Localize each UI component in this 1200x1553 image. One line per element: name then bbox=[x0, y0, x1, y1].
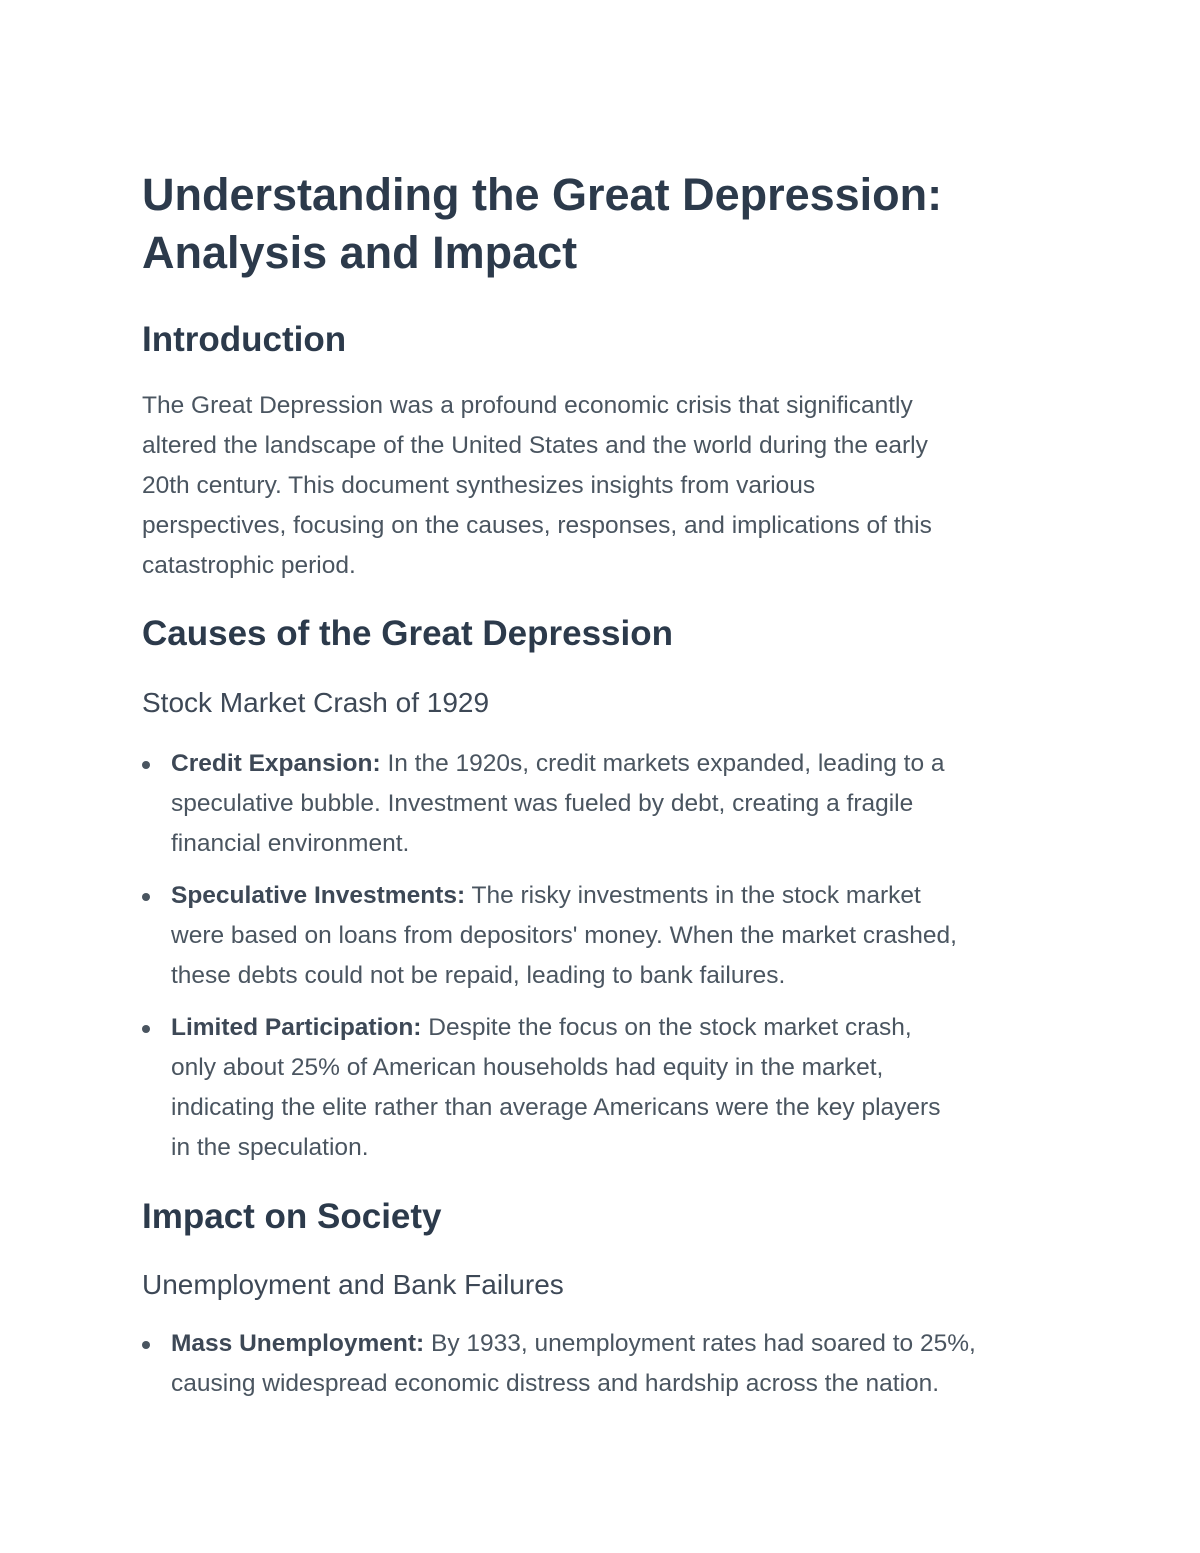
text-line: In the 1920s, credit markets expanded, leading to a bbox=[380, 750, 945, 777]
text-line: 20th century. This document synthesizes insights from various bbox=[142, 472, 816, 499]
item-term: Credit Expansion: bbox=[171, 750, 381, 777]
text-line: indicating the elite rather than average Americans were the key players bbox=[171, 1094, 941, 1121]
title-line: Understanding the Great Depression: bbox=[142, 169, 943, 220]
item-term: Mass Unemployment: bbox=[171, 1330, 425, 1357]
text-line: By 1933, unemployment rates had soared to 25%, bbox=[424, 1330, 976, 1357]
document-title bbox=[142, 166, 942, 282]
list-item bbox=[142, 876, 957, 996]
text-line: The Great Depression was a profound economic crisis that significantly bbox=[142, 392, 913, 419]
text-line: speculative bubble. Investment was fueled by debt, creating a fragile bbox=[171, 790, 914, 817]
impact-heading: Impact on Society bbox=[142, 1197, 442, 1236]
bullet-icon bbox=[142, 761, 150, 769]
introduction-paragraph bbox=[142, 386, 932, 586]
bullet-icon bbox=[142, 1341, 150, 1349]
text-line: catastrophic period. bbox=[142, 552, 356, 579]
causes-subheading: Stock Market Crash of 1929 bbox=[142, 687, 490, 718]
item-term: Speculative Investments: bbox=[171, 882, 466, 909]
text-line: were based on loans from depositors' money. When the market crashed, bbox=[171, 922, 957, 949]
list-item bbox=[142, 1324, 976, 1404]
list-item bbox=[142, 1008, 940, 1168]
bullet-icon bbox=[142, 893, 150, 901]
list-item bbox=[142, 744, 945, 864]
text-line: perspectives, focusing on the causes, responses, and implications of this bbox=[142, 512, 932, 539]
text-line: The risky investments in the stock market bbox=[465, 882, 921, 909]
item-term: Limited Participation: bbox=[171, 1014, 422, 1041]
text-line: in the speculation. bbox=[171, 1134, 369, 1161]
text-line: Despite the focus on the stock market crash, bbox=[421, 1014, 912, 1041]
text-line: causing widespread economic distress and hardship across the nation. bbox=[171, 1370, 940, 1397]
text-line: altered the landscape of the United States and the world during the early bbox=[142, 432, 928, 459]
introduction-heading: Introduction bbox=[142, 320, 347, 359]
text-line: these debts could not be repaid, leading to bank failures. bbox=[171, 962, 786, 989]
impact-subheading: Unemployment and Bank Failures bbox=[142, 1269, 564, 1300]
bullet-icon bbox=[142, 1025, 150, 1033]
title-line: Analysis and Impact bbox=[142, 227, 578, 278]
text-line: only about 25% of American households had equity in the market, bbox=[171, 1054, 884, 1081]
causes-heading: Causes of the Great Depression bbox=[142, 614, 673, 653]
text-line: financial environment. bbox=[171, 830, 410, 857]
